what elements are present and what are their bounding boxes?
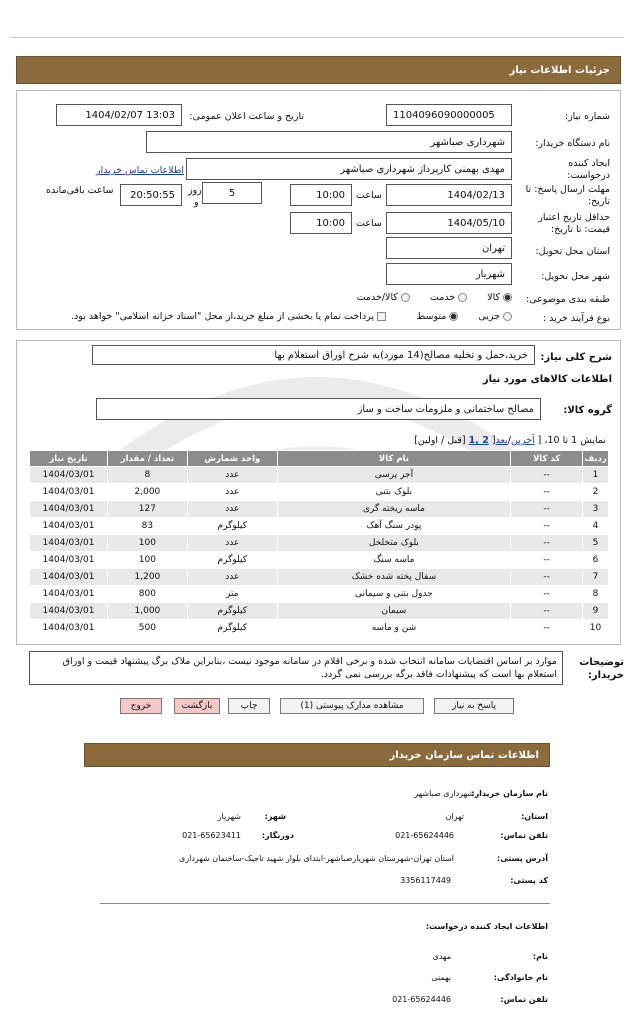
remaining-time-field: 20:50:55	[120, 184, 182, 206]
item-need-date: 1404/03/01	[30, 484, 108, 501]
creator-phone: 021-65624446	[392, 995, 451, 1004]
col-header: نام کالا	[277, 451, 510, 467]
row-number: 4	[583, 518, 609, 535]
creator-field: مهدی بهمنی کارپرداز شهرداری صباشهر	[186, 158, 512, 180]
row-number: 1	[583, 467, 609, 484]
contact-address-label: آدرس پستی:	[497, 854, 548, 863]
and-label: و	[194, 197, 199, 208]
creator-first-name: مهدی	[432, 952, 451, 961]
row-number: 2	[583, 484, 609, 501]
validity-time-field: 10:00	[290, 212, 352, 234]
goods-section-title: اطلاعات کالاهای مورد نیاز	[482, 374, 612, 385]
notes-label: توضیحات خریدار:	[579, 657, 624, 681]
process-option-minor[interactable]: جزیی	[478, 311, 512, 322]
row-number: 8	[583, 586, 609, 603]
item-code: --	[511, 518, 583, 535]
contact-divider	[100, 903, 550, 904]
contact-fax: 021-65623411	[182, 831, 241, 840]
need-number-label: شماره نیاز:	[564, 111, 610, 122]
payment-note: پرداخت تمام یا بخشی از مبلغ خرید،از محل "اسناد خزانه اسلامی" خواهد بود.	[71, 311, 386, 322]
radio-icon	[401, 293, 410, 302]
days-field: 5	[202, 182, 262, 204]
process-option-medium[interactable]: متوسط	[416, 311, 458, 322]
radio-selected-icon	[449, 312, 458, 321]
item-quantity: 2,000	[107, 484, 187, 501]
item-need-date: 1404/03/01	[30, 467, 108, 484]
deadline-date-field: 1404/02/13	[386, 184, 512, 206]
item-quantity: 100	[107, 535, 187, 552]
item-name: سیمان	[277, 603, 510, 620]
contact-org: شهرداری صباشهر	[414, 789, 474, 798]
category-option-service[interactable]: خدمت	[430, 292, 467, 303]
province-field: تهران	[386, 237, 512, 259]
deadline-label: مهلت ارسال پاسخ: تا تاریخ:	[525, 184, 610, 207]
pagination-last-link[interactable]: آخرین	[510, 435, 535, 446]
item-code: --	[511, 535, 583, 552]
contact-city-label: شهر:	[264, 812, 286, 821]
item-code: --	[511, 467, 583, 484]
item-unit: متر	[187, 586, 277, 603]
contact-phone-label: تلفن تماس:	[500, 831, 548, 840]
item-unit: کیلوگرم	[187, 603, 277, 620]
item-unit: عدد	[187, 467, 277, 484]
radio-icon	[458, 293, 467, 302]
item-need-date: 1404/03/01	[30, 569, 108, 586]
item-quantity: 127	[107, 501, 187, 518]
item-need-date: 1404/03/01	[30, 552, 108, 569]
item-name: ماسه ریخته گری	[277, 501, 510, 518]
item-code: --	[511, 569, 583, 586]
city-field: شهریار	[386, 263, 512, 285]
table-row	[30, 603, 609, 620]
item-unit: کیلوگرم	[187, 620, 277, 637]
validity-date-field: 1404/05/10	[386, 212, 512, 234]
item-quantity: 100	[107, 552, 187, 569]
item-code: --	[511, 586, 583, 603]
back-button[interactable]: بازگشت	[174, 698, 220, 714]
item-unit: عدد	[187, 501, 277, 518]
item-name: شن و ماسه	[277, 620, 510, 637]
item-need-date: 1404/03/01	[30, 535, 108, 552]
summary-field: خرید،حمل و تخلیه مصالح(14 مورد)به شرح اوراق استعلام بها	[92, 345, 535, 365]
item-quantity: 1,200	[107, 569, 187, 586]
col-header: کد کالا	[511, 451, 583, 467]
contact-org-label: نام سازمان خریدار:	[471, 789, 548, 798]
pagination-pages[interactable]: 2 ,1	[468, 435, 489, 446]
table-header-row	[30, 451, 609, 467]
item-code: --	[511, 552, 583, 569]
item-quantity: 83	[107, 518, 187, 535]
item-unit: عدد	[187, 569, 277, 586]
validity-label: حداقل تاریخ اعتبار قیمت: تا تاریخ:	[538, 212, 610, 235]
category-option-goods[interactable]: کالا	[487, 292, 512, 303]
category-label: طبقه بندی موضوعی:	[525, 294, 610, 305]
province-label: استان محل تحویل:	[535, 246, 610, 257]
contact-province: تهران	[445, 812, 464, 821]
creator-section-title: اطلاعات ایجاد کننده درخواست:	[425, 922, 548, 931]
attachments-button[interactable]: مشاهده مدارک پیوستی (1)	[280, 698, 424, 714]
contact-header	[84, 743, 550, 767]
page-header	[16, 56, 621, 84]
item-quantity: 500	[107, 620, 187, 637]
table-row	[30, 586, 609, 603]
item-name: ماسه سنگ	[277, 552, 510, 569]
row-number: 6	[583, 552, 609, 569]
item-unit: عدد	[187, 535, 277, 552]
item-code: --	[511, 620, 583, 637]
creator-phone-label: تلفن تماس:	[500, 995, 548, 1004]
contact-info-link[interactable]: اطلاعات تماس خریدار	[96, 165, 185, 176]
process-radio-group	[416, 311, 512, 322]
row-number: 7	[583, 569, 609, 586]
announce-label: تاریخ و ساعت اعلان عمومی:	[189, 111, 304, 122]
contact-province-label: استان:	[521, 812, 548, 821]
action-buttons	[120, 698, 514, 716]
top-divider	[10, 37, 624, 38]
item-name: بلوک متخلخل	[277, 535, 510, 552]
notes-field: موارد بر اساس اقتضایات سامانه انتخاب شده و برخی اقلام در سامانه موجود نیست ،بنابراین ملاک برگ پیشنهاد قیمت و اوراق استعلام بها است که پیشنهادات فاقد برگه بررسی نمی گردد.	[29, 651, 563, 685]
row-number: 3	[583, 501, 609, 518]
contact-postal-label: کد پستی:	[510, 876, 548, 885]
process-label: نوع فرآیند خرید :	[542, 313, 610, 324]
goods-table	[29, 450, 609, 637]
contact-address: استان تهران-شهرستان شهریارصباشهر-ابتدای بلوار شهید تاجیک-ساختمان شهرداری	[179, 854, 454, 863]
days-label: روز	[188, 185, 202, 196]
item-need-date: 1404/03/01	[30, 620, 108, 637]
page-title: جزئیات اطلاعات نیاز	[509, 64, 610, 76]
contact-phone: 021-65624446	[395, 831, 454, 840]
item-quantity: 8	[107, 467, 187, 484]
creator-last-name-label: نام خانوادگی:	[493, 973, 548, 982]
row-number: 5	[583, 535, 609, 552]
summary-label: شرح کلی نیاز:	[540, 352, 612, 363]
deadline-time-field: 10:00	[290, 184, 352, 206]
announce-field: 1404/02/07 13:03	[56, 104, 182, 126]
col-header: ردیف	[583, 451, 609, 467]
remaining-label: ساعت باقی‌مانده	[46, 185, 114, 196]
print-button[interactable]: چاپ	[228, 698, 270, 714]
contact-fax-label: دورنگار:	[261, 831, 294, 840]
creator-first-name-label: نام:	[532, 952, 548, 961]
table-row	[30, 552, 609, 569]
contact-postal: 3356117449	[400, 876, 451, 885]
buyer-org-field: شهرداری صباشهر	[146, 131, 512, 153]
validity-time-label: ساعت	[356, 218, 382, 229]
deadline-time-label: ساعت	[356, 190, 382, 201]
item-code: --	[511, 603, 583, 620]
item-name: آجر پرسی	[277, 467, 510, 484]
creator-last-name: بهمنی	[431, 973, 451, 982]
pagination-prev-first: [قبل / اولین]	[414, 435, 466, 446]
item-need-date: 1404/03/01	[30, 518, 108, 535]
buyer-org-label: نام دستگاه خریدار:	[535, 138, 610, 149]
table-row	[30, 484, 609, 501]
table-row	[30, 569, 609, 586]
item-name: جدول بتنی و سیمانی	[277, 586, 510, 603]
item-quantity: 800	[107, 586, 187, 603]
item-code: --	[511, 501, 583, 518]
row-number: 10	[583, 620, 609, 637]
goods-group-field: مصالح ساختمانی و ملزومات ساخت و ساز	[96, 398, 541, 420]
item-unit: عدد	[187, 484, 277, 501]
city-label: شهر محل تحویل:	[541, 271, 610, 282]
category-option-both[interactable]: کالا/خدمت	[357, 292, 410, 303]
radio-icon	[503, 312, 512, 321]
payment-checkbox[interactable]	[377, 312, 386, 321]
item-need-date: 1404/03/01	[30, 501, 108, 518]
table-row	[30, 518, 609, 535]
col-header: واحد شمارش	[187, 451, 277, 467]
table-row	[30, 501, 609, 518]
table-row	[30, 535, 609, 552]
item-code: --	[511, 484, 583, 501]
category-radio-group	[357, 292, 512, 303]
col-header: تاریخ نیاز	[30, 451, 108, 467]
table-row	[30, 467, 609, 484]
item-unit: کیلوگرم	[187, 518, 277, 535]
item-need-date: 1404/03/01	[30, 586, 108, 603]
table-row	[30, 620, 609, 637]
creator-label: ایجاد کننده درخواست:	[567, 158, 610, 181]
row-number: 9	[583, 603, 609, 620]
goods-table-wrap	[29, 450, 609, 637]
col-header: تعداد / مقدار	[107, 451, 187, 467]
goods-group-label: گروه کالا:	[563, 405, 612, 416]
reply-button[interactable]: پاسخ به نیاز	[434, 698, 514, 714]
need-number-field: 1104096090000005	[386, 104, 512, 126]
item-unit: کیلوگرم	[187, 552, 277, 569]
contact-city: شهریار	[217, 812, 241, 821]
item-name: سفال پخته شده خشک	[277, 569, 510, 586]
pagination-next-link[interactable]: بعد	[495, 435, 508, 446]
radio-selected-icon	[503, 293, 512, 302]
exit-button[interactable]: خروج	[120, 698, 162, 714]
item-need-date: 1404/03/01	[30, 603, 108, 620]
item-name: بلوک بتنی	[277, 484, 510, 501]
item-quantity: 1,000	[107, 603, 187, 620]
pagination: نمایش 1 تا 10، [ آخرین/بعد[ 2 ,1 [قبل / اولین]	[414, 435, 606, 446]
item-name: پودر سنگ آهک	[277, 518, 510, 535]
contact-title: اطلاعات تماس سازمان خریدار	[389, 749, 539, 761]
